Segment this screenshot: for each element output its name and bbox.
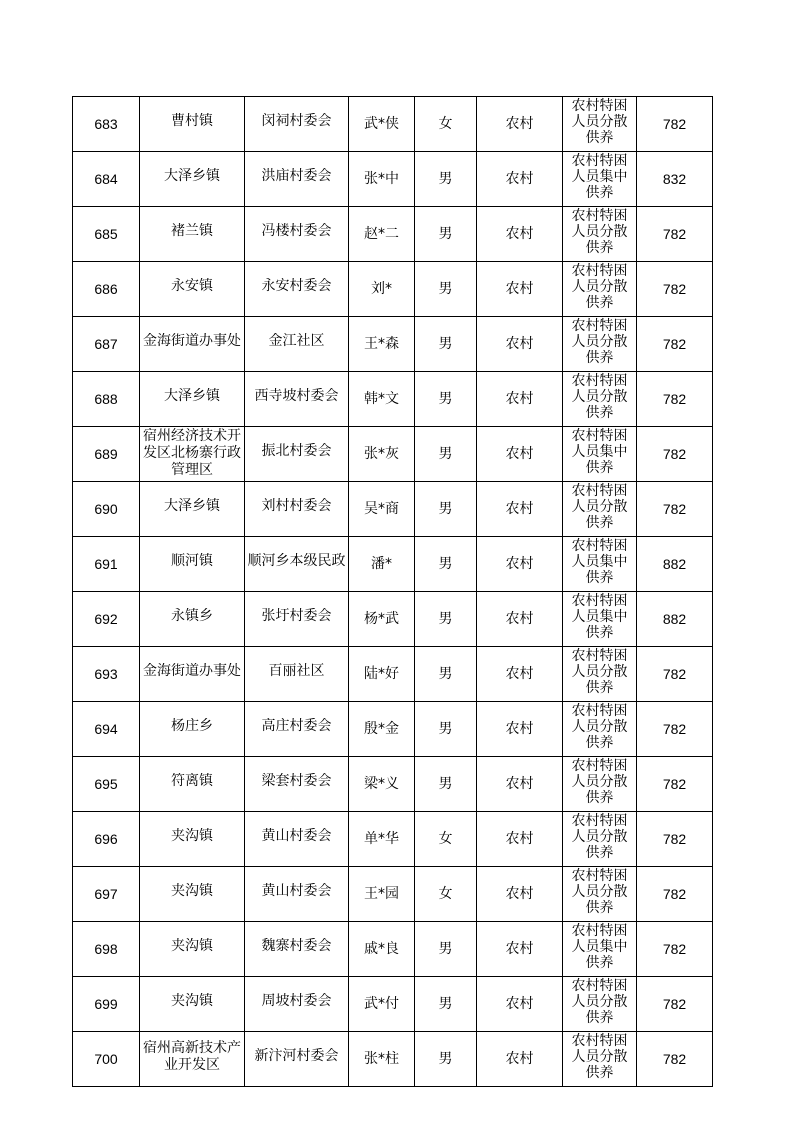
support-type-cell [563, 152, 637, 207]
support-type-text: 农村特困人员分散供养 [571, 868, 628, 916]
row-number-cell: 690 [73, 482, 140, 537]
recipient-name-text: 王*园 [364, 885, 399, 902]
gender-cell [415, 1032, 477, 1087]
recipient-name-text: 单*华 [364, 830, 399, 847]
gender-cell [415, 757, 477, 812]
township-cell [140, 757, 245, 812]
recipient-name-cell [349, 922, 415, 977]
support-type-cell [563, 592, 637, 647]
village-committee-text: 魏寨村委会 [261, 938, 332, 954]
recipient-name-cell [349, 867, 415, 922]
gender-cell [415, 812, 477, 867]
support-type-text: 农村特困人员分散供养 [571, 318, 628, 366]
recipient-name-cell [349, 592, 415, 647]
township-cell [140, 1032, 245, 1087]
support-type-text: 农村特困人员分散供养 [571, 758, 628, 806]
gender-text: 男 [438, 170, 453, 187]
township-cell [140, 702, 245, 757]
table-row [73, 372, 713, 427]
village-committee-cell [245, 482, 349, 537]
gender-cell [415, 592, 477, 647]
amount-cell: 782 [637, 372, 713, 427]
village-committee-cell [245, 207, 349, 262]
amount-cell: 782 [637, 207, 713, 262]
support-type-cell [563, 262, 637, 317]
recipient-name-text: 张*中 [364, 170, 399, 187]
village-committee-text: 刘村村委会 [261, 498, 332, 514]
gender-cell [415, 97, 477, 152]
gender-cell [415, 152, 477, 207]
household-type-text: 农村 [505, 500, 534, 517]
village-committee-cell [245, 647, 349, 702]
village-committee-text: 闵祠村委会 [261, 113, 332, 129]
amount-cell: 782 [637, 482, 713, 537]
row-number-cell: 691 [73, 537, 140, 592]
gender-text: 男 [438, 665, 453, 682]
village-committee-cell [245, 372, 349, 427]
township-cell [140, 97, 245, 152]
recipient-name-cell [349, 537, 415, 592]
support-type-text: 农村特困人员分散供养 [571, 263, 628, 311]
township-cell [140, 427, 245, 482]
village-committee-text: 金江社区 [268, 333, 325, 349]
table-row [73, 867, 713, 922]
township-cell [140, 977, 245, 1032]
household-type-text: 农村 [505, 995, 534, 1012]
table-row [73, 702, 713, 757]
township-text: 夹沟镇 [171, 883, 213, 899]
amount-cell: 782 [637, 427, 713, 482]
recipient-name-text: 王*森 [364, 335, 399, 352]
gender-text: 女 [438, 115, 453, 132]
amount-cell: 832 [637, 152, 713, 207]
row-number-cell: 684 [73, 152, 140, 207]
support-type-text: 农村特困人员分散供养 [571, 813, 628, 861]
row-number-cell: 694 [73, 702, 140, 757]
village-committee-text: 黄山村委会 [261, 883, 332, 899]
household-type-cell [477, 482, 563, 537]
household-type-cell [477, 592, 563, 647]
village-committee-text: 西寺坡村委会 [254, 388, 339, 404]
recipient-name-cell [349, 427, 415, 482]
table-row [73, 537, 713, 592]
recipient-name-cell [349, 757, 415, 812]
row-number-cell: 688 [73, 372, 140, 427]
support-type-cell [563, 922, 637, 977]
recipient-name-text: 戚*良 [364, 940, 399, 957]
support-type-cell [563, 482, 637, 537]
gender-text: 男 [438, 610, 453, 627]
township-cell [140, 922, 245, 977]
village-committee-text: 顺河乡本级民政 [247, 553, 346, 569]
township-cell [140, 647, 245, 702]
recipient-name-text: 梁*义 [364, 775, 399, 792]
household-type-cell [477, 152, 563, 207]
recipient-name-cell [349, 977, 415, 1032]
table-row [73, 97, 713, 152]
village-committee-text: 高庄村委会 [261, 718, 332, 734]
township-cell [140, 372, 245, 427]
table-row [73, 427, 713, 482]
household-type-cell [477, 812, 563, 867]
household-type-text: 农村 [505, 885, 534, 902]
recipient-name-cell [349, 262, 415, 317]
township-text: 金海街道办事处 [143, 663, 241, 679]
village-committee-text: 张圩村委会 [261, 608, 332, 624]
household-type-cell [477, 262, 563, 317]
township-cell [140, 812, 245, 867]
amount-cell: 782 [637, 867, 713, 922]
support-type-text: 农村特困人员分散供养 [571, 703, 628, 751]
township-cell [140, 262, 245, 317]
recipient-name-cell [349, 152, 415, 207]
support-type-cell [563, 207, 637, 262]
township-cell [140, 317, 245, 372]
township-cell [140, 152, 245, 207]
household-type-cell [477, 537, 563, 592]
row-number-cell: 693 [73, 647, 140, 702]
recipient-name-text: 吴*商 [364, 500, 399, 517]
recipient-name-text: 韩*文 [364, 390, 399, 407]
support-type-cell [563, 97, 637, 152]
township-cell [140, 207, 245, 262]
township-text: 大泽乡镇 [164, 498, 220, 514]
household-type-text: 农村 [505, 1050, 534, 1067]
table-row [73, 812, 713, 867]
document-table-container [72, 96, 713, 1087]
township-cell [140, 537, 245, 592]
household-type-text: 农村 [505, 280, 534, 297]
village-committee-cell [245, 152, 349, 207]
support-type-text: 农村特困人员分散供养 [571, 373, 628, 421]
gender-text: 男 [438, 555, 453, 572]
support-type-cell [563, 1032, 637, 1087]
recipient-name-text: 刘* [371, 280, 392, 297]
village-committee-cell [245, 977, 349, 1032]
support-type-text: 农村特困人员分散供养 [571, 483, 628, 531]
household-type-text: 农村 [505, 940, 534, 957]
township-cell [140, 867, 245, 922]
gender-text: 男 [438, 500, 453, 517]
household-type-cell [477, 922, 563, 977]
amount-cell: 782 [637, 977, 713, 1032]
support-type-text: 农村特困人员分散供养 [571, 208, 628, 256]
support-type-cell [563, 537, 637, 592]
village-committee-text: 新汴河村委会 [254, 1048, 339, 1064]
household-type-cell [477, 1032, 563, 1087]
village-committee-text: 永安村委会 [261, 278, 332, 294]
gender-cell [415, 482, 477, 537]
gender-text: 男 [438, 335, 453, 352]
gender-text: 男 [438, 390, 453, 407]
gender-text: 男 [438, 1050, 453, 1067]
table-row [73, 152, 713, 207]
township-text: 大泽乡镇 [164, 388, 220, 404]
village-committee-cell [245, 537, 349, 592]
support-type-text: 农村特困人员分散供养 [571, 98, 628, 146]
relief-recipient-table [72, 96, 713, 1087]
household-type-cell [477, 207, 563, 262]
village-committee-cell [245, 812, 349, 867]
recipient-name-text: 陆*好 [364, 665, 399, 682]
village-committee-text: 周坡村委会 [261, 993, 332, 1009]
recipient-name-text: 赵*二 [364, 225, 399, 242]
gender-cell [415, 207, 477, 262]
gender-cell [415, 427, 477, 482]
table-row [73, 592, 713, 647]
village-committee-cell [245, 427, 349, 482]
household-type-cell [477, 757, 563, 812]
support-type-cell [563, 977, 637, 1032]
township-text: 夹沟镇 [171, 993, 213, 1009]
village-committee-cell [245, 1032, 349, 1087]
amount-cell: 782 [637, 702, 713, 757]
support-type-cell [563, 317, 637, 372]
recipient-name-cell [349, 702, 415, 757]
gender-cell [415, 922, 477, 977]
household-type-cell [477, 317, 563, 372]
township-text: 夹沟镇 [171, 828, 213, 844]
village-committee-text: 黄山村委会 [261, 828, 332, 844]
amount-cell: 782 [637, 812, 713, 867]
recipient-name-text: 武*付 [364, 995, 399, 1012]
row-number-cell: 686 [73, 262, 140, 317]
gender-cell [415, 977, 477, 1032]
village-committee-text: 振北村委会 [261, 443, 332, 459]
gender-cell [415, 372, 477, 427]
village-committee-cell [245, 97, 349, 152]
village-committee-cell [245, 592, 349, 647]
township-text: 夹沟镇 [171, 938, 213, 954]
household-type-text: 农村 [505, 665, 534, 682]
support-type-text: 农村特困人员集中供养 [571, 428, 628, 476]
township-text: 曹村镇 [171, 113, 213, 129]
amount-cell: 782 [637, 757, 713, 812]
household-type-cell [477, 702, 563, 757]
township-cell [140, 592, 245, 647]
recipient-name-text: 张*柱 [364, 1050, 399, 1067]
table-row [73, 207, 713, 262]
amount-cell: 782 [637, 97, 713, 152]
village-committee-cell [245, 922, 349, 977]
township-text: 永安镇 [171, 278, 213, 294]
gender-cell [415, 262, 477, 317]
township-text: 杨庄乡 [171, 718, 213, 734]
recipient-name-cell [349, 207, 415, 262]
row-number-cell: 697 [73, 867, 140, 922]
row-number-cell: 689 [73, 427, 140, 482]
gender-cell [415, 867, 477, 922]
support-type-cell [563, 757, 637, 812]
support-type-cell [563, 812, 637, 867]
household-type-text: 农村 [505, 390, 534, 407]
township-text: 大泽乡镇 [164, 168, 220, 184]
household-type-text: 农村 [505, 610, 534, 627]
row-number-cell: 700 [73, 1032, 140, 1087]
table-row [73, 647, 713, 702]
village-committee-cell [245, 867, 349, 922]
village-committee-text: 冯楼村委会 [261, 223, 332, 239]
household-type-text: 农村 [505, 830, 534, 847]
support-type-cell [563, 372, 637, 427]
support-type-text: 农村特困人员集中供养 [571, 593, 628, 641]
gender-text: 女 [438, 830, 453, 847]
household-type-text: 农村 [505, 335, 534, 352]
table-row [73, 977, 713, 1032]
household-type-text: 农村 [505, 720, 534, 737]
household-type-text: 农村 [505, 115, 534, 132]
gender-cell [415, 317, 477, 372]
household-type-cell [477, 977, 563, 1032]
recipient-name-cell [349, 317, 415, 372]
table-row [73, 757, 713, 812]
household-type-text: 农村 [505, 775, 534, 792]
support-type-text: 农村特困人员集中供养 [571, 923, 628, 971]
recipient-name-cell [349, 812, 415, 867]
household-type-cell [477, 427, 563, 482]
gender-cell [415, 537, 477, 592]
support-type-text: 农村特困人员集中供养 [571, 538, 628, 586]
household-type-text: 农村 [505, 225, 534, 242]
table-row [73, 482, 713, 537]
household-type-cell [477, 867, 563, 922]
recipient-name-text: 潘* [371, 555, 392, 572]
amount-cell: 782 [637, 647, 713, 702]
village-committee-cell [245, 262, 349, 317]
support-type-cell [563, 702, 637, 757]
amount-cell: 882 [637, 537, 713, 592]
row-number-cell: 696 [73, 812, 140, 867]
township-text: 褚兰镇 [171, 223, 213, 239]
row-number-cell: 687 [73, 317, 140, 372]
household-type-cell [477, 647, 563, 702]
support-type-text: 农村特困人员分散供养 [571, 648, 628, 696]
recipient-name-text: 张*灰 [364, 445, 399, 462]
household-type-cell [477, 372, 563, 427]
support-type-text: 农村特困人员集中供养 [571, 153, 628, 201]
recipient-name-text: 殷*金 [364, 720, 399, 737]
gender-text: 男 [438, 225, 453, 242]
gender-text: 男 [438, 720, 453, 737]
support-type-text: 农村特困人员分散供养 [571, 1033, 628, 1081]
village-committee-cell [245, 757, 349, 812]
support-type-text: 农村特困人员分散供养 [571, 978, 628, 1026]
recipient-name-cell [349, 372, 415, 427]
township-cell [140, 482, 245, 537]
recipient-name-text: 武*侠 [364, 115, 399, 132]
household-type-text: 农村 [505, 170, 534, 187]
recipient-name-cell [349, 1032, 415, 1087]
gender-text: 男 [438, 995, 453, 1012]
village-committee-cell [245, 317, 349, 372]
row-number-cell: 698 [73, 922, 140, 977]
recipient-name-cell [349, 482, 415, 537]
table-row [73, 262, 713, 317]
township-text: 宿州经济技术开发区北杨寨行政管理区 [143, 427, 241, 476]
recipient-name-cell [349, 97, 415, 152]
village-committee-text: 洪庙村委会 [261, 168, 332, 184]
row-number-cell: 685 [73, 207, 140, 262]
recipient-name-text: 杨*武 [364, 610, 399, 627]
table-body [73, 97, 713, 1087]
gender-text: 女 [438, 885, 453, 902]
gender-text: 男 [438, 940, 453, 957]
township-text: 金海街道办事处 [143, 333, 241, 349]
amount-cell: 782 [637, 317, 713, 372]
township-text: 顺河镇 [171, 553, 213, 569]
support-type-cell [563, 867, 637, 922]
household-type-cell [477, 97, 563, 152]
township-text: 宿州高新技术产业开发区 [143, 1039, 241, 1073]
row-number-cell: 699 [73, 977, 140, 1032]
recipient-name-cell [349, 647, 415, 702]
amount-cell: 782 [637, 922, 713, 977]
gender-cell [415, 702, 477, 757]
table-row [73, 317, 713, 372]
township-text: 符离镇 [171, 773, 213, 789]
amount-cell: 782 [637, 1032, 713, 1087]
amount-cell: 882 [637, 592, 713, 647]
support-type-cell [563, 647, 637, 702]
village-committee-cell [245, 702, 349, 757]
gender-text: 男 [438, 775, 453, 792]
support-type-cell [563, 427, 637, 482]
village-committee-text: 梁套村委会 [261, 773, 332, 789]
table-row [73, 922, 713, 977]
row-number-cell: 692 [73, 592, 140, 647]
household-type-text: 农村 [505, 555, 534, 572]
gender-text: 男 [438, 280, 453, 297]
township-text: 永镇乡 [171, 608, 213, 624]
row-number-cell: 695 [73, 757, 140, 812]
row-number-cell: 683 [73, 97, 140, 152]
village-committee-text: 百丽社区 [268, 663, 325, 679]
table-row [73, 1032, 713, 1087]
gender-text: 男 [438, 445, 453, 462]
gender-cell [415, 647, 477, 702]
amount-cell: 782 [637, 262, 713, 317]
household-type-text: 农村 [505, 445, 534, 462]
